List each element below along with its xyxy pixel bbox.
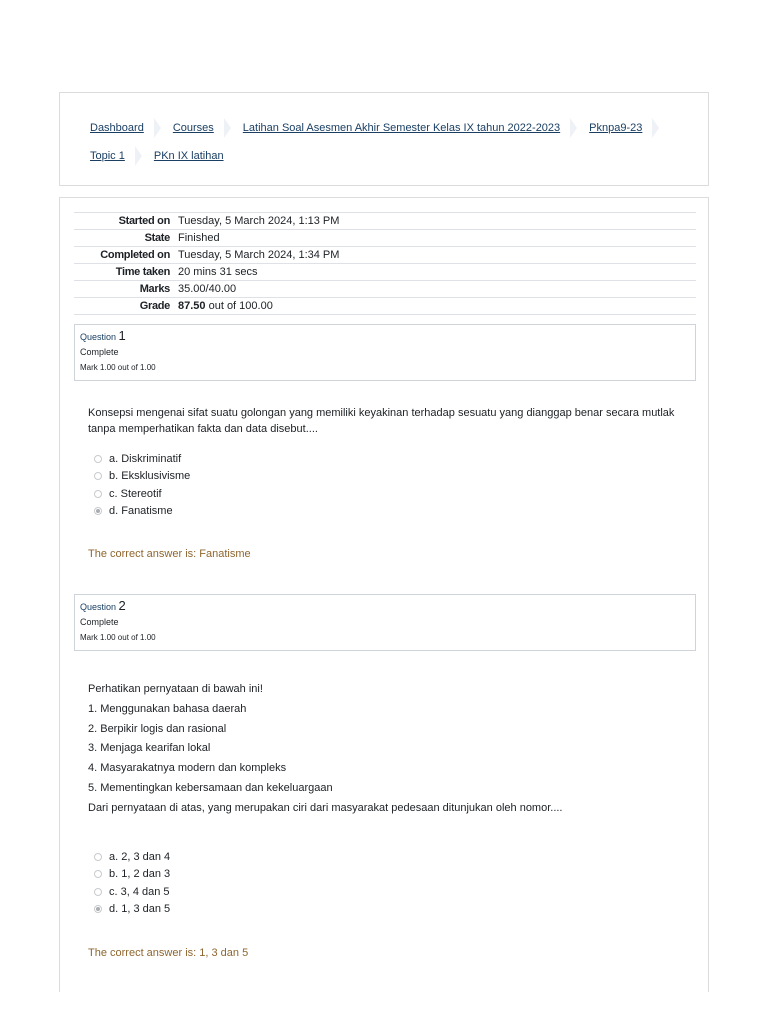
- question-number-value: 1: [118, 328, 126, 343]
- summary-row-state: [74, 230, 696, 247]
- question-number: [80, 598, 690, 613]
- breadcrumb-row: [90, 118, 671, 138]
- summary-label: Grade: [74, 298, 174, 315]
- grade-suffix: out of 100.00: [208, 300, 273, 312]
- question-prefix: Question: [80, 332, 117, 342]
- radio-icon[interactable]: [94, 888, 102, 896]
- answer-label: d. Fanatisme: [109, 505, 173, 518]
- grade-score: 87.50: [178, 300, 206, 312]
- question-text-line: Dari pernyataan di atas, yang merupakan ciri dari masyarakat pedesaan ditunjukan oleh nomor....: [88, 801, 563, 814]
- radio-checked-icon[interactable]: [94, 905, 102, 913]
- question-info-box: [74, 594, 696, 651]
- question-mark: Mark 1.00 out of 1.00: [80, 363, 156, 372]
- summary-row-grade: [74, 298, 696, 315]
- breadcrumb-separator-icon: [224, 118, 231, 138]
- summary-label: Marks: [74, 281, 174, 298]
- question-info-box: [74, 324, 696, 381]
- answer-label: a. 2, 3 dan 4: [109, 850, 171, 863]
- answer-label: c. 3, 4 dan 5: [109, 885, 170, 898]
- radio-checked-icon[interactable]: [94, 507, 102, 515]
- radio-icon[interactable]: [94, 472, 102, 480]
- attempt-summary-table: [74, 212, 696, 315]
- summary-row-started: [74, 213, 696, 230]
- quiz-review-panel: [59, 197, 709, 992]
- question-number-value: 2: [118, 598, 126, 613]
- breadcrumb-topic-link[interactable]: Topic 1: [90, 150, 125, 162]
- answer-option[interactable]: [94, 485, 190, 503]
- summary-row-completed: [74, 247, 696, 264]
- breadcrumb-separator-icon: [135, 146, 142, 166]
- answer-label: b. 1, 2 dan 3: [109, 868, 171, 881]
- answer-option-selected[interactable]: [94, 503, 190, 521]
- breadcrumb-courses-link[interactable]: Courses: [172, 122, 214, 134]
- answer-option[interactable]: [94, 866, 170, 884]
- answer-option-selected[interactable]: [94, 901, 170, 919]
- breadcrumb-course-link[interactable]: Latihan Soal Asesmen Akhir Semester Kelas IX tahun 2022-2023: [242, 122, 561, 134]
- breadcrumb-category-link[interactable]: Pknpa9-23: [589, 122, 643, 134]
- answer-label: a. Diskriminatif: [109, 452, 182, 465]
- question-state: Complete: [80, 347, 119, 357]
- summary-label: Started on: [74, 213, 174, 230]
- breadcrumb-separator-icon: [154, 118, 161, 138]
- answer-option[interactable]: [94, 848, 170, 866]
- question-state: Complete: [80, 617, 119, 627]
- answer-label: c. Stereotif: [109, 487, 162, 500]
- summary-value: [174, 298, 696, 315]
- breadcrumb: [59, 92, 709, 186]
- answer-options: [94, 848, 170, 918]
- question-text-line: 4. Masyarakatnya modern dan kompleks: [88, 762, 287, 775]
- breadcrumb-separator-icon: [570, 118, 577, 138]
- summary-label: Completed on: [74, 247, 174, 264]
- summary-label: Time taken: [74, 264, 174, 281]
- summary-row-time-taken: [74, 264, 696, 281]
- question-text-line: Perhatikan pernyataan di bawah ini!: [88, 683, 263, 695]
- summary-value: Tuesday, 5 March 2024, 1:34 PM: [174, 247, 696, 264]
- answer-option[interactable]: [94, 450, 190, 468]
- question-text-line: 5. Mementingkan kebersamaan dan kekeluargaan: [88, 781, 333, 794]
- answer-options: [94, 450, 190, 520]
- answer-label: b. Eksklusivisme: [109, 470, 191, 483]
- question-text-line: 3. Menjaga kearifan lokal: [88, 742, 211, 755]
- radio-icon[interactable]: [94, 455, 102, 463]
- correct-answer-feedback: The correct answer is: 1, 3 dan 5: [88, 947, 249, 959]
- summary-label: State: [74, 230, 174, 247]
- radio-icon[interactable]: [94, 853, 102, 861]
- breadcrumb-dashboard-link[interactable]: Dashboard: [90, 122, 144, 134]
- radio-icon[interactable]: [94, 490, 102, 498]
- correct-answer-feedback: The correct answer is: Fanatisme: [88, 548, 251, 560]
- question-text-line: 2. Berpikir logis dan rasional: [88, 722, 227, 735]
- question-text: [88, 680, 678, 819]
- answer-label: d. 1, 3 dan 5: [109, 903, 171, 916]
- question-text: Konsepsi mengenai sifat suatu golongan yang memiliki keyakinan terhadap sesuatu yang dianggap benar secara mutlak tanpa memperhatikan fakta dan data disebut....: [88, 407, 675, 435]
- breadcrumb-row: [90, 146, 224, 166]
- question-mark: Mark 1.00 out of 1.00: [80, 633, 156, 642]
- radio-icon[interactable]: [94, 870, 102, 878]
- breadcrumb-quiz-link[interactable]: PKn IX latihan: [153, 150, 224, 162]
- question-text-line: 1. Menggunakan bahasa daerah: [88, 702, 247, 715]
- summary-row-marks: [74, 281, 696, 298]
- answer-option[interactable]: [94, 468, 190, 486]
- question-number: [80, 328, 690, 343]
- breadcrumb-separator-icon: [652, 118, 659, 138]
- summary-value: Tuesday, 5 March 2024, 1:13 PM: [174, 213, 696, 230]
- summary-value: Finished: [174, 230, 696, 247]
- summary-value: 35.00/40.00: [174, 281, 696, 298]
- summary-value: 20 mins 31 secs: [174, 264, 696, 281]
- answer-option[interactable]: [94, 883, 170, 901]
- question-prefix: Question: [80, 602, 117, 612]
